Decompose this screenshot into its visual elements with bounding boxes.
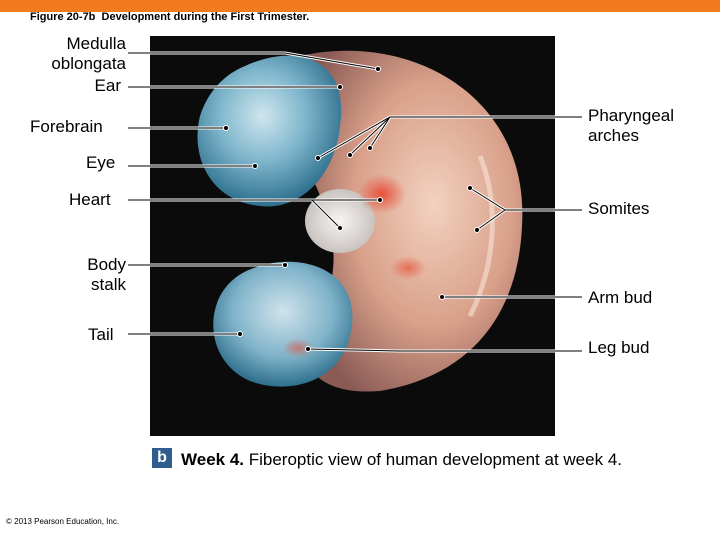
copyright-notice: © 2013 Pearson Education, Inc.: [6, 517, 120, 526]
label-eye: Eye: [86, 153, 116, 172]
label-leg-bud: Leg bud: [588, 338, 650, 357]
caption-lead: Week 4.: [181, 450, 245, 469]
label-heart: Heart: [69, 190, 111, 209]
caption-text: Fiberoptic view of human development at week 4.: [244, 450, 622, 469]
figure-title: Figure 20-7b Development during the First Trimester.: [30, 11, 310, 23]
label-medulla-oblongata: Medulla oblongata: [51, 34, 126, 73]
label-ear: Ear: [94, 76, 121, 95]
figure-caption: [181, 448, 651, 472]
label-tail: Tail: [88, 325, 114, 344]
label-arm-bud: Arm bud: [588, 288, 653, 307]
label-body-stalk: Body stalk: [87, 255, 126, 294]
caption-badge: b: [152, 448, 172, 468]
label-somites: Somites: [588, 199, 650, 218]
label-forebrain: Forebrain: [30, 117, 103, 136]
label-pharyngeal-arches: Pharyngeal arches: [588, 106, 675, 145]
